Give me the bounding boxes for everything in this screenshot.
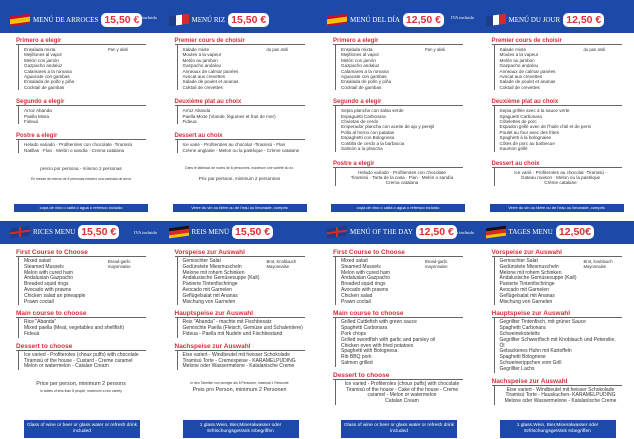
menu-section [16, 133, 146, 153]
dish-item: Pollo al horno con patatas [341, 129, 395, 135]
dish-item: Moules a la vapeur [182, 52, 222, 58]
spain-flag-icon [327, 14, 347, 27]
dish-item: Panierte Tintenfischringe [499, 281, 555, 288]
uk-flag-icon [327, 226, 347, 239]
price-note: Price per person, minimum 2 persons [36, 381, 126, 388]
menu-body [175, 249, 305, 393]
menu-section [175, 343, 305, 370]
dish-item: Emperador plancha con aceite de ajo y perejil [341, 124, 435, 130]
iva-label: IVA incluido [451, 230, 475, 235]
iva-label: IVA incluido [451, 15, 475, 20]
dish-item: Mischung von Garnelen [182, 298, 236, 305]
france-flag-icon [486, 14, 506, 27]
dish-item: Tiramisú · Tarta de la casa · Flan · Melón o sandía [350, 174, 454, 180]
drink-included-banner: Verre du vin ou bière ou de l'eau ou limonade, compris [173, 204, 307, 212]
menu-section [16, 38, 146, 90]
dish-item: Mixed salad [24, 258, 51, 264]
price-note: Preis pro Person, minimum 2 Personen [192, 387, 287, 394]
menu-header [327, 13, 444, 27]
dish-item: Prawn coctail [24, 298, 54, 305]
dish-item: Schweinerippchen vom Grill [499, 359, 562, 366]
dish-list [177, 351, 305, 370]
menu-section [16, 249, 146, 305]
dish-item: Panierte Tintenfischringe [182, 281, 238, 288]
dish-item: Costilla de cerdo a la barbacoa [341, 140, 405, 146]
dish-item: Melone mit rohem Schinken [499, 269, 562, 276]
section-heading: Hauptspeise zur Auswahl [175, 310, 305, 318]
dish-item: Paella Mixte (Viande, légumes et fruit de mer) [182, 113, 276, 119]
dish-item: Gemischter Salat [182, 258, 221, 264]
dish-item: Gegrillter Tintenfisch, mit grüner Sauce [499, 319, 586, 326]
menu-section [175, 133, 305, 153]
price-note: In den Tabellen von weniger als 8 Personen, maximal 1 Reissorte [190, 381, 289, 386]
dish-item: Côtelettes de porc [499, 119, 537, 125]
section-heading: Nachspeise zur Auswahl [492, 378, 622, 386]
dish-item: Gegrillter Schwertfisch mit Knoblauch und Petersilie, Öl [499, 336, 616, 349]
menu-section [175, 310, 305, 337]
section-heading: Deuxième plat au choix [175, 99, 305, 106]
dish-item: Grilled swordfish with garlic and parsley oil [341, 336, 436, 343]
dish-item: Pork chops [341, 330, 367, 337]
price-badge: 12,50 € [403, 13, 444, 27]
section-heading: Main course to choose [16, 310, 146, 318]
dish-item: Arroz Abanda [182, 108, 211, 114]
dish-item: Grilled Cuttlefish with green sauce [341, 319, 417, 326]
dish-item: Spaghetti with Bolognesa [341, 348, 398, 355]
price-note: precio por persona - mínimo 2 personas [40, 166, 122, 172]
menu-section [175, 99, 305, 124]
dish-item: Spaghetti Carbonara [499, 325, 546, 332]
dish-item: Sepia grillée avec à la sauce verte [499, 108, 570, 114]
dish-item: Salmón a la plancha [341, 146, 383, 152]
side-note: Pan y alioli [425, 47, 446, 52]
dish-item: Ice varied - Profiteroles (choux puffs) with chocolate [24, 351, 139, 358]
dish-item: Espaghetti con Bolognesa [341, 135, 395, 141]
dish-list [335, 106, 463, 151]
dish-item: Avocat aux crevettes [182, 74, 226, 80]
menu-title: RICES MENU [33, 228, 76, 236]
dish-item: Aguacate con gambas [24, 74, 70, 80]
dish-item: Coktail de crevettes [499, 84, 540, 90]
dish-item: Avocado with prawns [341, 286, 389, 293]
section-heading: First Course to Choose [16, 249, 146, 257]
dish-item: Crème catalane [544, 180, 577, 186]
dish-list [335, 168, 463, 186]
dish-item: Anneaux de calmar panées [499, 68, 556, 74]
dish-item: Andalusische Gemüsesuppe (Kalt) [499, 275, 577, 282]
menu-title: MENÚ RIZ [191, 16, 226, 24]
dish-list [18, 257, 146, 305]
dish-item: Salade mixte [499, 47, 527, 52]
section-heading: Dessert au choix [492, 161, 622, 168]
dish-item: Gegrillter Lachs [499, 365, 535, 372]
dish-item: Steamed Mussels [341, 263, 381, 270]
price-badge: 15,50 € [228, 13, 269, 27]
dish-item: Calamares a la romana [24, 68, 72, 74]
dish-item: Fideuá [24, 330, 40, 337]
dish-item: Ensalada de pollo y piña [341, 79, 392, 85]
dish-item: Tiramisú Torte - Hauskuchen- KARAMELPUDING [505, 392, 616, 399]
menu-panel [0, 0, 158, 218]
dish-list [494, 168, 622, 186]
section-heading: Deuxième plat au choix [492, 99, 622, 106]
menu-section [492, 99, 622, 151]
menu-panel [159, 221, 317, 439]
menu-body [333, 38, 463, 186]
dish-item: Tiramisú Torte - Cremespeise - KARAMELPUDING [182, 357, 296, 364]
dish-item: Sepia plancha con salsa verde [341, 108, 404, 114]
section-heading: Nachspeise zur Auswahl [175, 343, 305, 351]
dish-item: Crème anglaise - Melon ou la pastèque - Crème catalane [182, 147, 300, 153]
dish-item: Salmon grilled [341, 359, 373, 366]
dish-item: Crema catalana [385, 180, 419, 186]
dish-item: Fideua [182, 119, 197, 125]
section-heading: Primero a elegir [333, 38, 463, 45]
menu-section [333, 249, 463, 305]
menu-section [16, 310, 146, 337]
menu-section [333, 38, 463, 90]
dish-item: Ensalada mixta [24, 47, 56, 52]
dish-item: Spaguetti Carbonara [499, 113, 542, 119]
menu-section [175, 249, 305, 305]
dish-item: Eise variert - Windbeutel mit heisser Schokolade [182, 351, 291, 358]
dish-item: Gedünstete Miesmuscheln [182, 263, 242, 270]
dish-item: Helado variado · Profiteroles con chocolate ·Tiramisú [24, 142, 133, 148]
dish-item: Avocat aux crevettes [499, 74, 543, 80]
price-note: Prix par persone, minimum 2 personnes [198, 176, 281, 182]
dish-item: Mixed paella (Meat, vegetables and shellfish) [24, 325, 125, 332]
side-note: Brot, knoblauch Mayonnaise [583, 259, 613, 269]
uk-flag-icon [10, 226, 30, 239]
dish-list [494, 45, 622, 90]
dish-item: Gateau maison · Melon ou la pastèque [520, 174, 601, 180]
section-heading: Segundo a elegir [333, 99, 463, 106]
dish-item: Gazpacho andaluz [24, 63, 63, 69]
spain-flag-icon [10, 14, 30, 27]
menu-header [486, 225, 594, 239]
drink-included-banner: Glass of wine or beer or glass water or refresh drink included [24, 420, 140, 438]
dish-item: Côtes de porc au barbecue [499, 140, 555, 146]
dish-item: Ice varié - Profiteroles au chocolat -Tiramisú - Flan [182, 142, 286, 148]
dish-item: Mixed salad [341, 258, 368, 264]
dish-item: Melone oder Wassermelone - Katalanische Creme [182, 363, 295, 370]
menu-body [175, 38, 305, 181]
menu-title: MENÚ DU JOUR [508, 16, 561, 24]
dish-item: Fideuá [24, 119, 39, 125]
drink-included-banner: 1 glass.Wein, Bier,Mineralwasser oder Erfrischungsgetränk Inbegriffen [500, 420, 616, 438]
dish-item: Gazpacho andaluz [341, 63, 380, 69]
section-heading: Postre a elegir [16, 133, 146, 140]
menu-panel [476, 221, 634, 439]
dish-list [177, 257, 305, 305]
section-heading: Primero a elegir [16, 38, 146, 45]
menu-title: MENÚ DEL DÍA [350, 16, 400, 24]
dish-item: Avocado with prawns [24, 286, 72, 293]
section-heading: Premier cours de choisir [175, 38, 305, 45]
dish-list [494, 386, 622, 405]
dish-list [335, 380, 463, 405]
dish-item: Breaded squid rings [24, 281, 69, 288]
dish-item: Paella Mixta [24, 113, 50, 119]
dish-item: Aguacate con gambas [341, 74, 387, 80]
iva-label: IVA incluido [134, 230, 158, 235]
dish-item: Gemischte Paella (Fleisch, Gemüse und Schalentiere) [182, 325, 303, 332]
dish-item: caramel - Melon or watermelon [367, 392, 437, 399]
dish-item: Chuletas de cerdo [341, 119, 379, 125]
side-note: Bread-garlic mayonnaise [425, 259, 448, 269]
menu-panel [159, 0, 317, 218]
dish-item: Helado variado · Profiteroles con chocolate [358, 169, 446, 175]
price-badge: 12,50€ [556, 225, 594, 239]
menu-title: MENÚ OF THE DAY [350, 228, 413, 236]
iva-label: IVA incluido [134, 15, 158, 20]
menu-section [492, 378, 622, 405]
dish-item: Espaguetti Carbonara [341, 113, 386, 119]
germany-flag-icon [486, 226, 506, 239]
dish-list [18, 318, 146, 337]
section-heading: Dessert to choose [333, 372, 463, 380]
dish-item: Reis "Abanda" - machte mit Fischbesatz [182, 319, 272, 326]
dish-item: Gedünstete Miesmuscheln [499, 263, 559, 270]
dish-item: Melone mit rohem Schinken [182, 269, 245, 276]
dish-item: Ice varié · Profiteroles au chocolat ·Tiramisú · [514, 169, 607, 175]
dish-item: Schweinekoteletts [499, 330, 540, 337]
dish-list [335, 318, 463, 366]
dish-item: Calamares a la romana [341, 68, 389, 74]
dish-list [494, 257, 622, 305]
menu-section [492, 38, 622, 90]
menu-section [175, 38, 305, 90]
dish-item: Gemischter Salat [499, 258, 538, 264]
france-flag-icon [169, 14, 189, 27]
drink-included-banner: Verre du vin ou bière ou de l'eau ou limonade, compris [490, 204, 624, 212]
dish-item: Chicken salad an pineapple [24, 292, 86, 299]
dish-list [494, 318, 622, 372]
dish-item: Geflügelsalat mit Ananas [182, 292, 238, 299]
dish-item: Rib BBQ pork [341, 354, 372, 361]
dish-item: Mischung von Garnelen [499, 298, 553, 305]
menu-header [327, 225, 457, 239]
dish-item: Melone oder Wassermelone - Katalanische Creme [504, 398, 617, 405]
dish-item: Natillas · Flan · Melón o sandía · Crema catalana [24, 147, 125, 153]
dish-list [177, 318, 305, 337]
dish-item: Breaded squid rings [341, 281, 386, 288]
dish-list [335, 45, 463, 90]
dish-item: Salade mixte [182, 47, 210, 52]
section-heading: First Course to Choose [333, 249, 463, 257]
menu-section [333, 372, 463, 405]
price-badge: 15,50 € [78, 225, 119, 239]
menu-body [16, 38, 146, 181]
dish-item: Chicken salad [341, 292, 373, 299]
dish-item: Moules a la vapeur [499, 52, 539, 58]
dish-item: Andalusische Gemüsesuppe (Kalt) [182, 275, 260, 282]
side-note: Brot, Knoblauch Mayonnaise [266, 259, 297, 269]
dish-item: Melon with cured ham [24, 269, 73, 276]
dish-list [18, 106, 146, 124]
menu-body [492, 38, 622, 186]
side-note: Bread-garlic mayonnaise [108, 259, 131, 269]
dish-item: Melón au jambon [499, 57, 535, 63]
dish-item: Melón con jamón [24, 57, 59, 63]
drink-included-banner: Glass of wine or beer or glass water or refresh drink included [341, 420, 457, 438]
dish-item: Spaghetti Carbonara [341, 325, 388, 332]
menu-section [16, 99, 146, 124]
price-note: Dans le tableaux de moins de 8 personnes, maximum une variété du riz. [185, 166, 294, 171]
section-heading: Segundo a elegir [16, 99, 146, 106]
menu-section [333, 161, 463, 186]
dish-item: Mejillones al vapor [24, 52, 63, 58]
menu-section [492, 310, 622, 372]
menu-section [333, 310, 463, 366]
section-heading: Hauptspeise zur Auswahl [492, 310, 622, 318]
dish-item: Avocado mit Garnelen [182, 286, 232, 293]
dish-item: Ensalada mixta [341, 47, 373, 52]
dish-item: Chicken oven with fried potatoes [341, 342, 414, 349]
dish-item: Coktail de crevettes [182, 84, 223, 90]
dish-list [177, 106, 305, 124]
menu-title: MENÚ DE ARROCES [33, 16, 99, 24]
dish-item: Espadon grillé avec de l'huile d'ail et de persi [499, 124, 591, 130]
price-note: En mesas de menos de 8 personas máximo una variedad de arroz [30, 177, 132, 182]
dish-list [494, 106, 622, 151]
menu-header [169, 225, 274, 239]
dish-item: Andalusian Gazpacho [24, 275, 73, 282]
side-note: Pan y alioli [108, 47, 129, 52]
price-note: In tables of less than 8 people, maximum a rice variety [40, 389, 122, 394]
drink-included-banner: 1 glass.Wein, Bier,Mineralwasser oder Erfrischungsgetränk Inbegriffen [183, 420, 299, 438]
section-heading: Vorspeise zur Auswahl [175, 249, 305, 257]
section-heading: Premier cours de choisir [492, 38, 622, 45]
dish-item: Melon or watermelon - Catalan Cream [24, 363, 109, 370]
dish-list [177, 140, 305, 153]
menu-header [10, 225, 119, 239]
menu-panel [0, 221, 158, 439]
dish-item: Andalusian Gazpacho [341, 275, 390, 282]
dish-item: Catalan Cream [385, 398, 419, 405]
dish-item: Mejillones al vapor [341, 52, 380, 58]
dish-list [18, 351, 146, 370]
menu-section [492, 249, 622, 305]
dish-item: Cocktail de gambas [341, 84, 382, 90]
menu-panel [317, 0, 475, 218]
menu-section [333, 99, 463, 151]
menu-body [333, 249, 463, 405]
price-badge: 12,50 € [416, 225, 457, 239]
menu-header [10, 13, 142, 27]
dish-item: Cocktail de gambas [24, 84, 65, 90]
dish-item: Geflügelsalat mit Ananas [499, 292, 555, 299]
dish-item: Melón con jamón [341, 57, 376, 63]
menu-title: REIS MENÜ [191, 228, 230, 236]
dish-item: Rice "Abanda" [24, 319, 57, 326]
dish-list [335, 257, 463, 305]
dish-item: Prawn coctail [341, 298, 371, 305]
dish-item: Salade de poulet et ananas [182, 79, 239, 85]
dish-item: Gazpacho andalou [182, 63, 222, 69]
germany-flag-icon [169, 226, 189, 239]
price-badge: 12,50 € [563, 13, 604, 27]
drink-included-banner: copa de vino o caña o agua o refresco incluido [331, 204, 465, 212]
dish-item: Fideua - Paella mit Nudeln und Fischbestand [182, 330, 283, 337]
section-heading: Postre a elegir [333, 161, 463, 168]
dish-item: Gazpacho andalou [499, 63, 539, 69]
dish-list [18, 45, 146, 90]
section-heading: Dessert to choose [16, 343, 146, 351]
menu-body [16, 249, 146, 393]
dish-item: Tiramisú of the house - Cake of the house - Creme [345, 386, 459, 393]
side-note: du pan aïoli [266, 47, 289, 52]
dish-item: Gebackenes Huhn mit Kartoffeln [499, 348, 572, 355]
section-heading: Main course to choose [333, 310, 463, 318]
dish-item: Steamed Mussels [24, 263, 64, 270]
price-badge: 15,50 € [101, 13, 142, 27]
dish-item: Saumon grillé [499, 146, 528, 152]
menu-header [486, 13, 605, 27]
dish-list [18, 140, 146, 153]
dish-item: Ensalada de pollo y piña [24, 79, 75, 85]
side-note: du pan aïoli [583, 47, 606, 52]
dish-item: Spaghetti à la bolognaise [499, 135, 552, 141]
menu-header [169, 13, 270, 27]
menu-section [16, 343, 146, 370]
price-badge: 15,50 € [232, 225, 273, 239]
dish-item: Avocado mit Garnelen [499, 286, 549, 293]
menu-panel [476, 0, 634, 218]
dish-item: Melon with cured ham [341, 269, 390, 276]
menu-panel [317, 221, 475, 439]
dish-item: Melón au jambon [182, 57, 218, 63]
dish-item: Salade de poulet et ananas [499, 79, 556, 85]
dish-item: Arroz Abanda [24, 108, 52, 114]
menu-title: TAGES MENU [508, 228, 553, 236]
section-heading: Dessert au choix [175, 133, 305, 140]
dish-list [177, 45, 305, 90]
dish-item: Ice varied - Profiteroles (choux puffs) with chocolate [344, 380, 460, 387]
menu-body [492, 249, 622, 405]
menu-section [492, 161, 622, 186]
dish-item: Spaghetti Bolognese [499, 354, 546, 361]
section-heading: Vorspeise zur Auswahl [492, 249, 622, 257]
dish-item: Tiramisú of the house - Custard - Creme caramel [24, 357, 133, 364]
dish-item: Anneaux de calmar panées [182, 68, 239, 74]
drink-included-banner: copa de vino o caña o agua o refresco incluido [14, 204, 148, 212]
dish-item: Eise variert - Windbeutel mit heisser Schokolade [506, 386, 615, 393]
dish-item: Poulet au four avec des frites [499, 129, 559, 135]
